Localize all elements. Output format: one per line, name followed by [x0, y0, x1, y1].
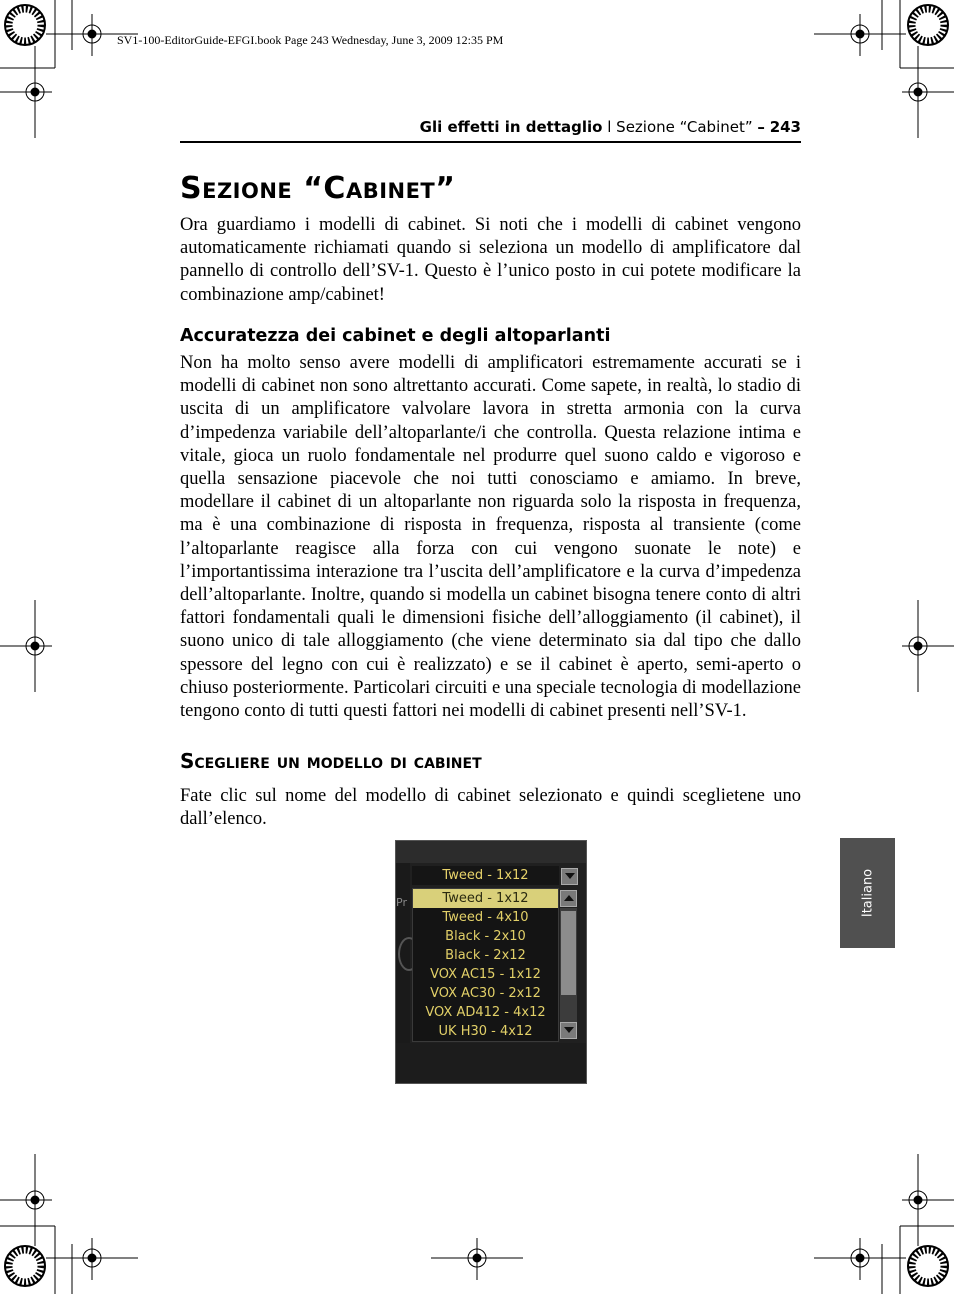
section-heading: Scegliere un modello di cabinet: [180, 749, 482, 773]
running-head-dash: –: [757, 118, 765, 136]
registration-mark-icon: [902, 46, 954, 138]
intro-paragraph: Ora guardiamo i modelli di cabinet. Si noti che i modelli di cabinet vengono automaticamente richiamati quando si seleziona un modello di amplificatore dal pannello di controllo dell’SV-1. Questo è l’unico posto in cui potete modificare la combinazione amp/cabinet!: [180, 215, 801, 305]
registration-mark-icon: [431, 1238, 523, 1280]
cabinet-option[interactable]: Black - 2x10: [445, 929, 526, 944]
cabinet-option[interactable]: VOX AC30 - 2x12: [430, 986, 541, 1001]
starburst-icon: [908, 1246, 948, 1286]
registration-mark-icon: [814, 1238, 906, 1280]
running-head-section: Sezione “Cabinet”: [616, 118, 753, 136]
running-head-separator: l: [607, 118, 612, 136]
subheading: Accuratezza dei cabinet e degli altoparlanti: [180, 326, 611, 346]
cabinet-option[interactable]: Tweed - 4x10: [442, 910, 529, 925]
cabinet-option[interactable]: Black - 2x12: [445, 948, 526, 963]
cabinet-option[interactable]: Tweed - 1x12: [413, 889, 558, 908]
registration-mark-icon: [0, 600, 52, 692]
instructions-paragraph: Fate clic sul nome del modello di cabinet selezionato e quindi sceglietene uno dall’elenco.: [180, 786, 801, 830]
registration-mark-icon: [0, 46, 52, 138]
registration-mark-icon: [0, 1154, 52, 1246]
page-number: 243: [769, 118, 801, 136]
registration-mark-icon: [46, 1238, 138, 1280]
screenshot-side-label: Pr: [396, 896, 407, 909]
registration-mark-icon: [814, 14, 906, 56]
page-title: Sezione “Cabinet”: [180, 171, 456, 206]
running-head-chapter: Gli effetti in dettaglio: [419, 118, 603, 136]
starburst-icon: [5, 1246, 45, 1286]
language-tab-label: Italiano: [860, 868, 875, 918]
cabinet-select[interactable]: Tweed - 1x12: [412, 866, 559, 885]
starburst-icon: [5, 5, 45, 45]
registration-mark-icon: [902, 1154, 954, 1246]
cabinet-option[interactable]: VOX AD412 - 4x12: [425, 1005, 546, 1020]
registration-mark-icon: [46, 14, 138, 56]
body-paragraph: Non ha molto senso avere modelli di amplificatori estremamente accurati se i modelli di cabinet non sono altrettanto accurati. Come sapete, in realtà, lo stadio di uscita di un amplificatore valvolare lavora in stretta armonia con la curva d’impedenza variabile dell’altoparlante/i che controlla. Questa relazione intima e vitale, gioca un ruolo fondamentale nel produrre quel suono caldo e vigoroso e quella sensazione piacevole che noi tutti conosciamo e amiamo. In breve, modellare il cabinet di un altoparlante non riguarda solo la risposta in frequenza, ma è una combinazione di risposta in frequenza, risposta al transiente (come l’altoparlante reagisce alla forza con cui vengono suonate le note) e l’importantissima interazione tra l’uscita dell’amplificatore e la curva d’impedenza dell’altoparlante. Inoltre, quando si modella un cabinet bisogna tenere conto di altri fattori fondamentali quali le dimensioni fisiche dell’alloggiamento (il cabinet), il suono unico di tale alloggiamento (che viene determinato sia dal tipo che dallo spessore del legno con cui è realizzato) e se il cabinet è aperto, semi-aperto o chiuso posteriormente. Particolari circuiti e una speciale tecnologia di modellazione tengono conto di tutti questi fattori nei modelli di cabinet presenti nell’SV-1.: [180, 353, 801, 722]
cabinet-option[interactable]: VOX AC15 - 1x12: [430, 967, 541, 982]
registration-mark-icon: [902, 600, 954, 692]
cabinet-option[interactable]: UK H30 - 4x12: [438, 1024, 533, 1039]
starburst-icon: [908, 5, 948, 45]
print-info: SV1-100-EditorGuide-EFGI.book Page 243 Wednesday, June 3, 2009 12:35 PM: [117, 33, 504, 47]
